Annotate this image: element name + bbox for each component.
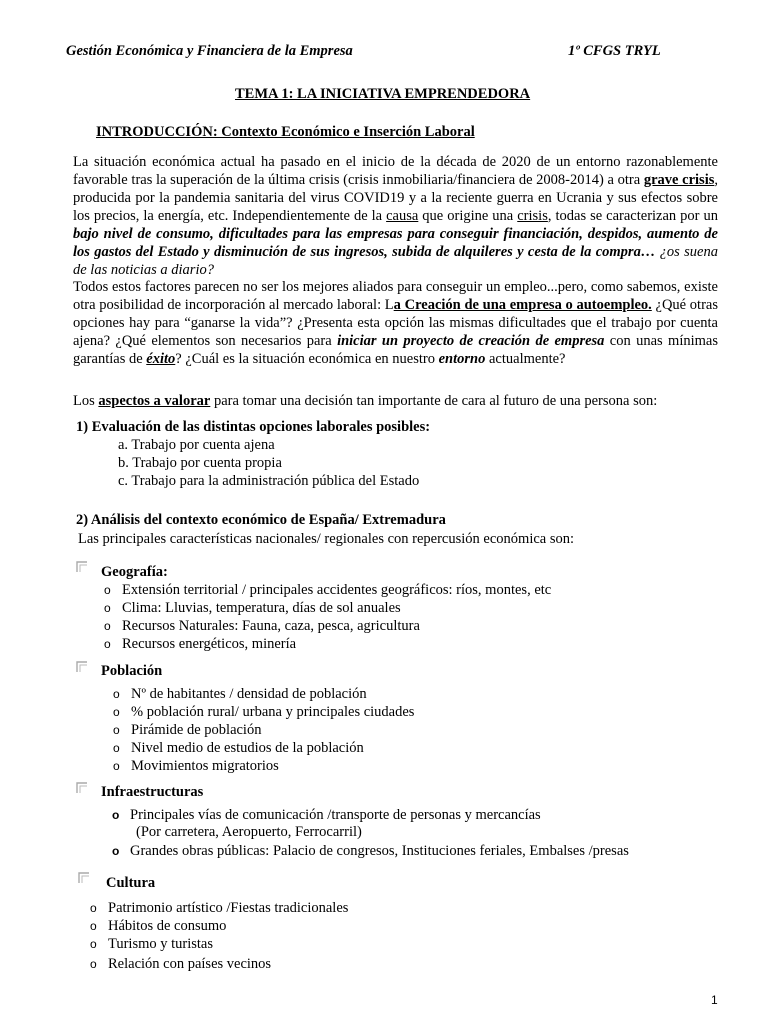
p2-exito: éxito <box>146 351 176 367</box>
checkbox-square-icon <box>76 561 88 573</box>
section-subtitle: INTRODUCCIÓN: Contexto Económico e Inserción Laboral <box>96 124 475 140</box>
list-item: o Principales vías de comunicación /transporte de personas y mercancías <box>112 807 541 823</box>
section1-heading: 1) Evaluación de las distintas opciones laborales posibles: <box>76 419 431 435</box>
p1-bold-italic: bajo nivel de consumo, dificultades para las empresas para conseguir financiación, despidos, aumento de los gastos del Estado y disminución de sus ingresos, subida de alquileres y cesta de la compra… <box>73 226 718 260</box>
bullet-icon: o <box>104 601 111 615</box>
section2-heading: 2) Análisis del contexto económico de España/ Extremadura <box>76 512 446 528</box>
p2-entorno: entorno <box>438 351 486 367</box>
paragraph-2 <box>73 278 718 368</box>
page-number: 1 <box>711 993 718 1007</box>
bullet-icon: o <box>104 583 111 597</box>
bullet-icon: o <box>112 808 120 822</box>
list-item-sub: (Por carretera, Aeropuerto, Ferrocarril) <box>136 824 362 840</box>
checkbox-square-icon <box>78 872 90 884</box>
geografia-list <box>104 581 551 653</box>
list-item: o Nº de habitantes / densidad de población <box>113 686 367 702</box>
bullet-icon: o <box>112 844 120 858</box>
list-item: o Recursos Naturales: Fauna, caza, pesca, agricultura <box>104 618 420 634</box>
list-item: o Nivel medio de estudios de la población <box>113 740 364 756</box>
bullet-icon: o <box>113 723 120 737</box>
poblacion-title: Población <box>101 663 163 679</box>
p3-text-1: Los <box>73 393 99 409</box>
list-item: o % población rural/ urbana y principales ciudades <box>113 704 415 720</box>
list-item: o Extensión territorial / principales accidentes geográficos: ríos, montes, etc <box>104 582 552 598</box>
bullet-icon: o <box>90 901 97 915</box>
p1-grave-crisis: grave crisis <box>643 172 715 188</box>
list-item: o Recursos energéticos, minería <box>104 636 297 652</box>
p1-text-2: , producida por la pandemia sanitaria del virus COVID19 y a la reciente guerra en Ucrania y sus efectos sobre los precios, la energía, etc. Independientemente de la <box>73 172 718 224</box>
header-right: 1º CFGS TRYL <box>568 43 661 59</box>
header-left: Gestión Económica y Financiera de la Empresa <box>66 43 353 59</box>
p2-text-5: actualmente? <box>485 351 566 367</box>
list-item: o Movimientos migratorios <box>113 758 279 774</box>
list-item: a. Trabajo por cuenta ajena <box>118 437 275 453</box>
bullet-icon: o <box>90 957 97 971</box>
p1-text-1: La situación económica actual ha pasado en el inicio de la década de 2020 de un entorno razonablemente favorable tras la superación de la última crisis (crisis inmobiliaria/financiera de 2008-2014) a otra <box>73 154 718 188</box>
page-title: TEMA 1: LA INICIATIVA EMPRENDEDORA <box>235 86 531 102</box>
bullet-icon: o <box>90 919 97 933</box>
p1-question: ¿os suena de las noticias a diario? <box>73 244 718 278</box>
p2-text-4: ? ¿Cuál es la situación económica en nuestro <box>175 351 439 367</box>
poblacion-list <box>113 685 414 775</box>
list-item: o Grandes obras públicas: Palacio de congresos, Instituciones feriales, Embalses /presas <box>112 843 629 859</box>
paragraph-1 <box>73 153 718 279</box>
list-item: o Turismo y turistas <box>90 936 214 952</box>
bullet-icon: o <box>113 741 120 755</box>
p1-text-4: , todas se caracterizan por un <box>547 208 718 224</box>
p2-text-1: Todos estos factores parecen no ser los mejores aliados para conseguir un empleo...pero, como sabemos, existe otra posibilidad de incorporación al mercado laboral: L <box>73 279 718 313</box>
list-item: o Patrimonio artístico /Fiestas tradicionales <box>90 900 349 916</box>
p3-text-2: para tomar una decisión tan importante de cara al futuro de una persona son: <box>210 393 658 409</box>
p2-text-2: ¿Qué otras opciones hay para “ganarse la vida”? ¿Presenta esta opción las mismas dificultades que el trabajo por cuenta ajena? ¿Qué elementos son necesarios para <box>73 297 718 349</box>
p2-iniciar: iniciar un proyecto de creación de empresa <box>337 333 605 349</box>
bullet-icon: o <box>113 759 120 773</box>
p2-creacion: a Creación de una empresa o autoempleo. <box>393 297 652 313</box>
section2-intro: Las principales características nacionales/ regionales con repercusión económica son: <box>78 531 575 547</box>
infraestructuras-title: Infraestructuras <box>101 784 204 800</box>
list-item: o Pirámide de población <box>113 722 262 738</box>
p2-text-3: con unas mínimas garantías de <box>73 333 718 367</box>
p1-text-3: que origine una <box>418 208 518 224</box>
p3-aspectos: aspectos a valorar <box>98 393 211 409</box>
bullet-icon: o <box>113 687 120 701</box>
section1-list <box>118 436 419 490</box>
geografia-title: Geografía: <box>101 564 168 580</box>
list-item: o Relación con países vecinos <box>90 956 272 972</box>
list-item: c. Trabajo para la administración pública del Estado <box>118 473 420 489</box>
list-item: o Hábitos de consumo <box>90 918 227 934</box>
list-item: b. Trabajo por cuenta propia <box>118 455 282 471</box>
cultura-list <box>90 899 348 973</box>
bullet-icon: o <box>113 705 120 719</box>
p1-causa: causa <box>386 208 419 224</box>
list-item: o Clima: Lluvias, temperatura, días de sol anuales <box>104 600 401 616</box>
bullet-icon: o <box>104 637 111 651</box>
bullet-icon: o <box>90 937 97 951</box>
cultura-title: Cultura <box>106 875 156 891</box>
p1-crisis: crisis <box>517 208 548 224</box>
bullet-icon: o <box>104 619 111 633</box>
paragraph-3 <box>73 393 657 410</box>
checkbox-square-icon <box>76 782 88 794</box>
checkbox-square-icon <box>76 661 88 673</box>
